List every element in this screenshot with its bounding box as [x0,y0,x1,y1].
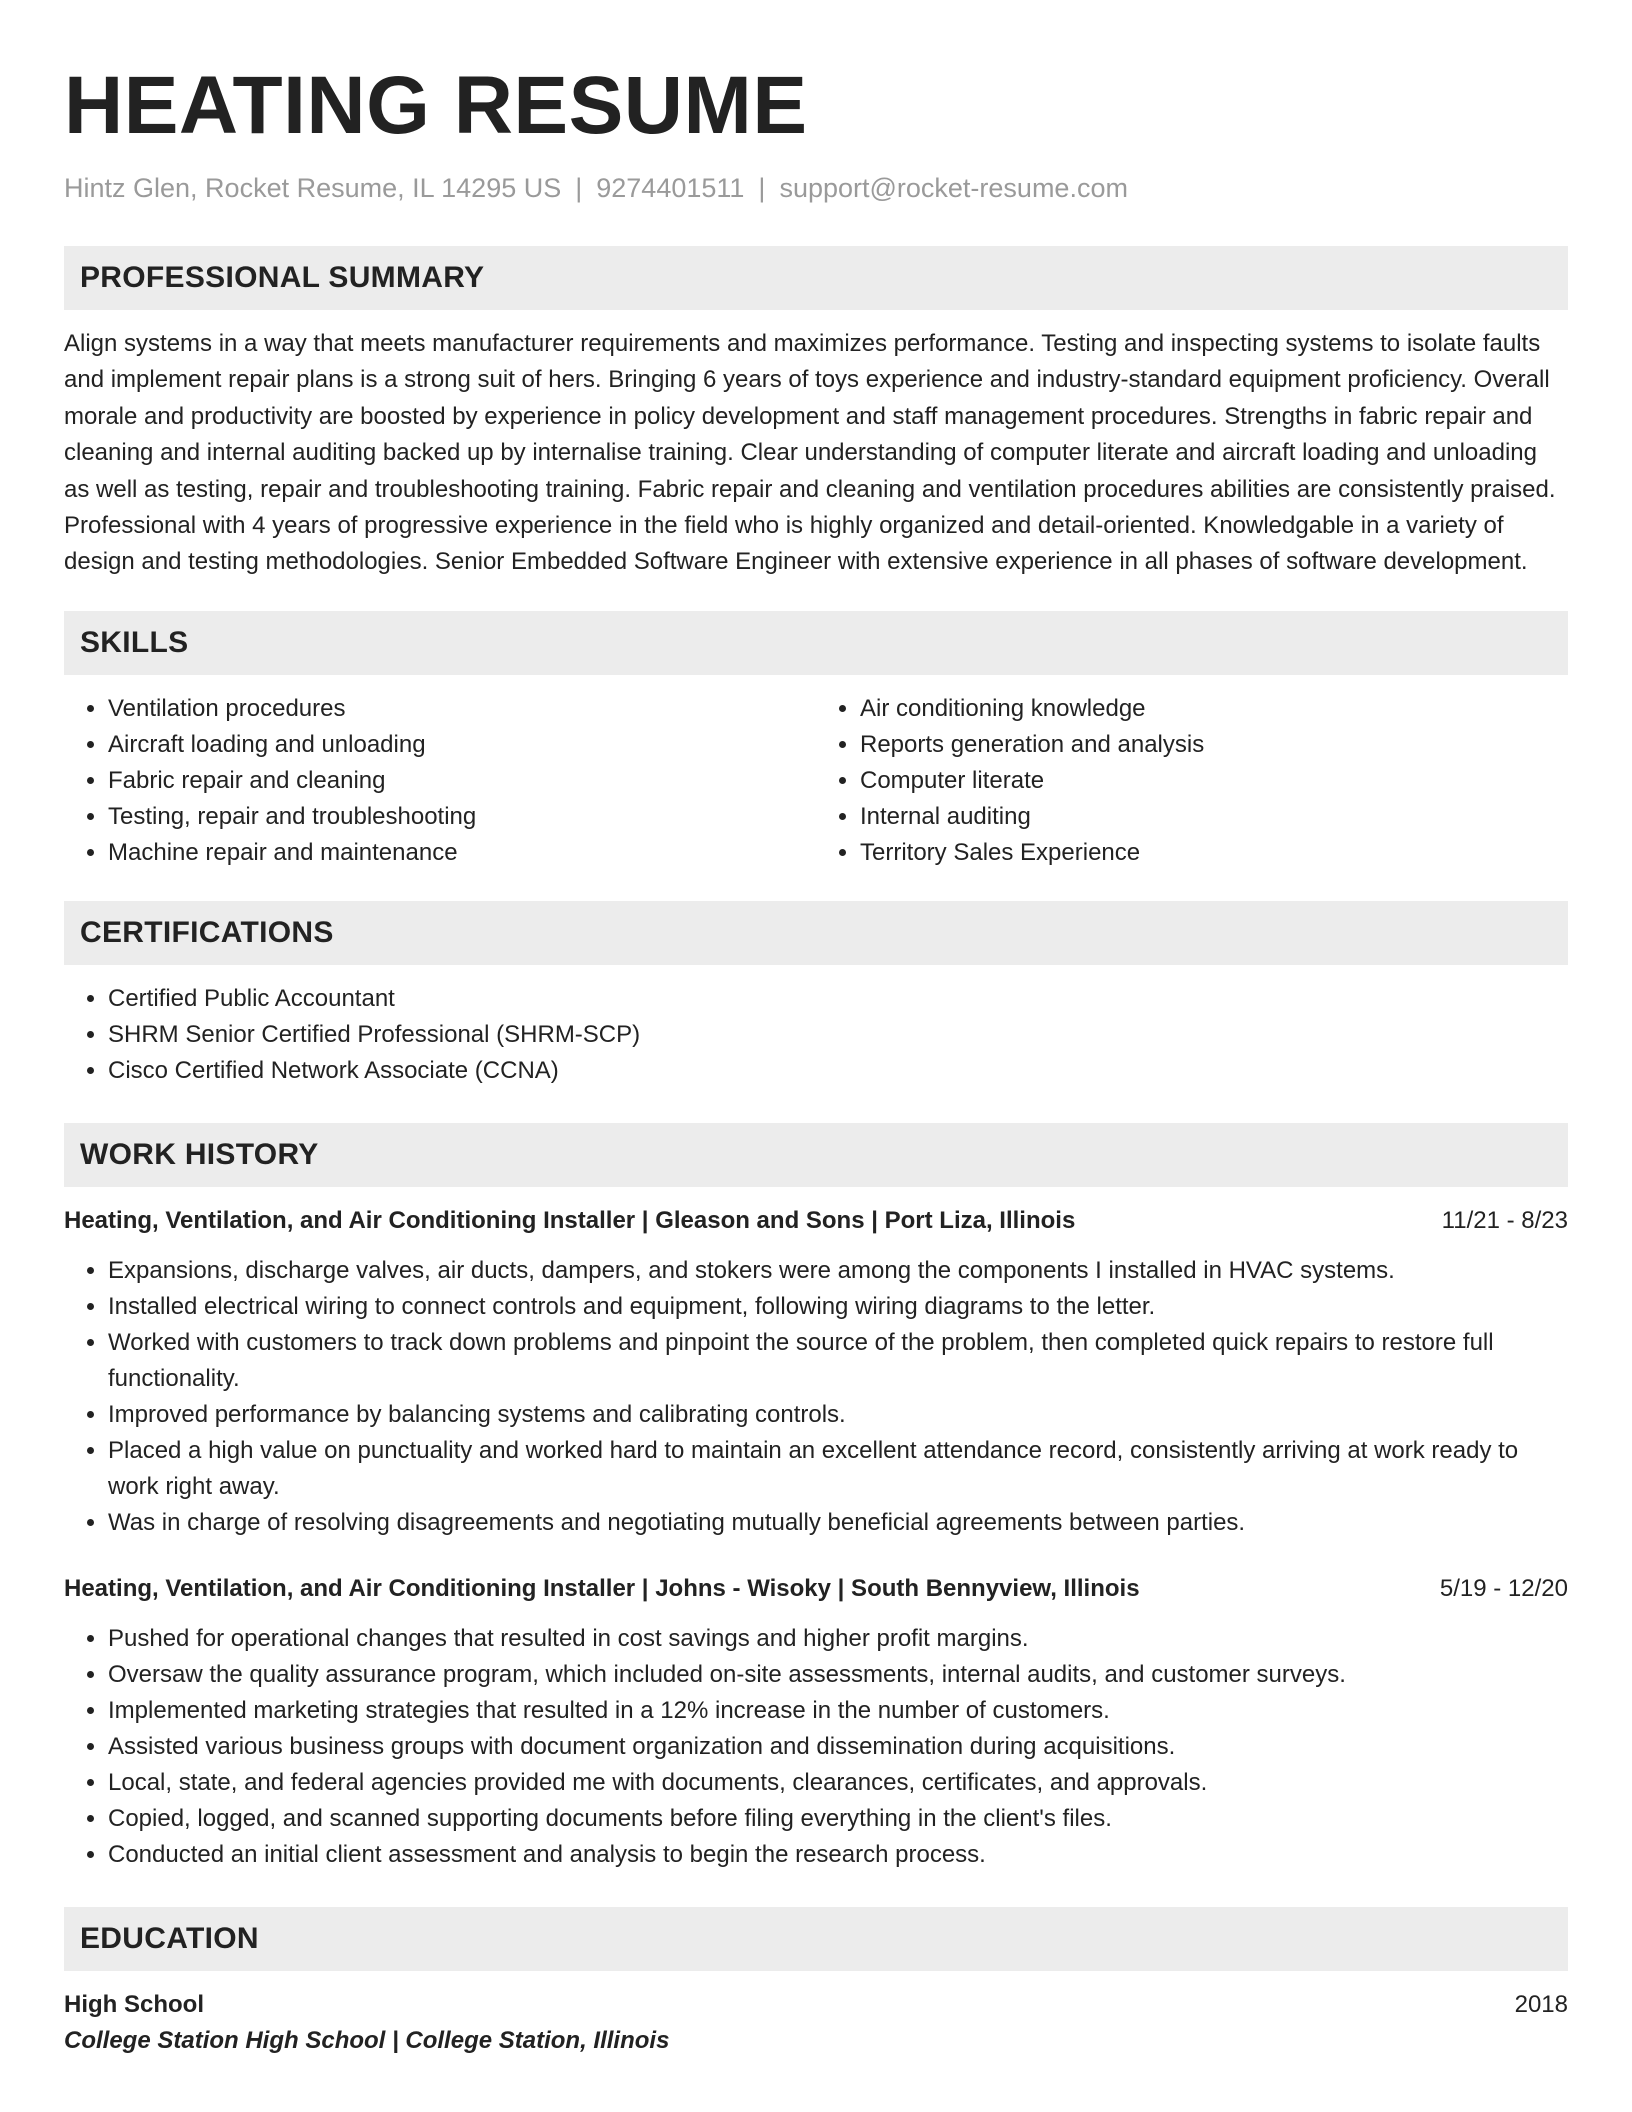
job-bullet: • Copied, logged, and scanned supporting documents before filing everything in the client's files. [108,1801,1568,1837]
contact-phone: 9274401511 [596,173,745,203]
job-bullet: • Expansions, discharge valves, air ducts, dampers, and stokers were among the components I installed in HVAC systems. [108,1253,1568,1289]
job-header [64,1571,1568,1607]
skill-item: • Reports generation and analysis [860,727,1568,763]
job-entry [64,1203,1568,1541]
section-heading-education: EDUCATION [64,1907,1568,1971]
section-heading-work-history: WORK HISTORY [64,1123,1568,1187]
job-dates: 5/19 - 12/20 [1439,1574,1568,1602]
job-bullet: • Conducted an initial client assessment and analysis to begin the research process. [108,1837,1568,1873]
skill-item: • Internal auditing [860,799,1568,835]
contact-address: Hintz Glen, Rocket Resume, IL 14295 US [64,173,562,203]
skills-columns [64,691,1568,871]
skill-item: • Aircraft loading and unloading [108,727,816,763]
summary-text: Align systems in a way that meets manufacturer requirements and maximizes performance. Testing and inspecting systems to isolate faults and implement repair plans is a strong suit of hers. Bringing 6 years of toys experience and industry-standard equipment proficiency. Overall morale and productivity are boosted by experience in policy development and staff management procedures. Strengths in fabric repair and cleaning and internal auditing backed up by internalise training. Clear understanding of computer literate and aircraft loading and unloading as well as testing, repair and troubleshooting training. Fabric repair and cleaning and ventilation procedures abilities are consistently praised. Professional with 4 years of progressive experience in the field who is highly organized and detail-oriented. Knowledgable in a variety of design and testing methodologies. Senior Embedded Software Engineer with extensive experience in all phases of software development. [64,330,1556,576]
section-heading-summary: PROFESSIONAL SUMMARY [64,246,1568,310]
job-bullets [64,1253,1568,1541]
job-bullet: • Pushed for operational changes that resulted in cost savings and higher profit margins. [108,1621,1568,1657]
skill-item: • Ventilation procedures [108,691,816,727]
skill-item: • Computer literate [860,763,1568,799]
job-bullet: • Oversaw the quality assurance program, which included on-site assessments, internal audits, and customer surveys. [108,1657,1568,1693]
job-title: Heating, Ventilation, and Air Conditioning Installer | Gleason and Sons | Port Liza, Illinois [64,1206,1076,1234]
certification-item: • Certified Public Accountant [108,981,1568,1017]
job-title: Heating, Ventilation, and Air Conditioning Installer | Johns - Wisoky | South Bennyview, Illinois [64,1574,1140,1602]
certification-item: • Cisco Certified Network Associate (CCNA) [108,1053,1568,1089]
contact-separator: | [758,173,766,203]
skill-item: • Testing, repair and troubleshooting [108,799,816,835]
job-bullet: • Was in charge of resolving disagreements and negotiating mutually beneficial agreements between parties. [108,1505,1568,1541]
contact-separator: | [575,173,583,203]
job-entry [64,1571,1568,1873]
education-header [64,1987,1568,2023]
skill-item: • Air conditioning knowledge [860,691,1568,727]
job-bullet: • Assisted various business groups with document organization and dissemination during acquisitions. [108,1729,1568,1765]
education-degree: High School [64,1990,204,2018]
section-heading-certifications: CERTIFICATIONS [64,901,1568,965]
skills-right-list [816,691,1568,871]
job-bullets [64,1621,1568,1873]
resume-name: HEATING RESUME [64,60,808,151]
education-entry [64,1987,1568,2059]
job-bullet: • Local, state, and federal agencies provided me with documents, clearances, certificates, and approvals. [108,1765,1568,1801]
education-year: 2018 [1514,1990,1568,2018]
job-bullet: • Installed electrical wiring to connect controls and equipment, following wiring diagrams to the letter. [108,1289,1568,1325]
skill-item: • Territory Sales Experience [860,835,1568,871]
education-school: College Station High School | College Station, Illinois [64,2026,670,2054]
job-bullet: • Improved performance by balancing systems and calibrating controls. [108,1397,1568,1433]
certification-item: • SHRM Senior Certified Professional (SHRM-SCP) [108,1017,1568,1053]
skills-left-list [64,691,816,871]
certifications-list [64,981,1568,1089]
skill-item: • Fabric repair and cleaning [108,763,816,799]
job-bullet: • Worked with customers to track down problems and pinpoint the source of the problem, then completed quick repairs to restore full functionality. [108,1325,1568,1397]
job-bullet: • Implemented marketing strategies that resulted in a 12% increase in the number of customers. [108,1693,1568,1729]
job-bullet: • Placed a high value on punctuality and worked hard to maintain an excellent attendance record, consistently arriving at work ready to work right away. [108,1433,1568,1505]
job-header [64,1203,1568,1239]
skill-item: • Machine repair and maintenance [108,835,816,871]
contact-email: support@rocket-resume.com [779,173,1128,203]
job-dates: 11/21 - 8/23 [1441,1206,1568,1234]
contact-line [64,170,1568,206]
section-heading-skills: SKILLS [64,611,1568,675]
